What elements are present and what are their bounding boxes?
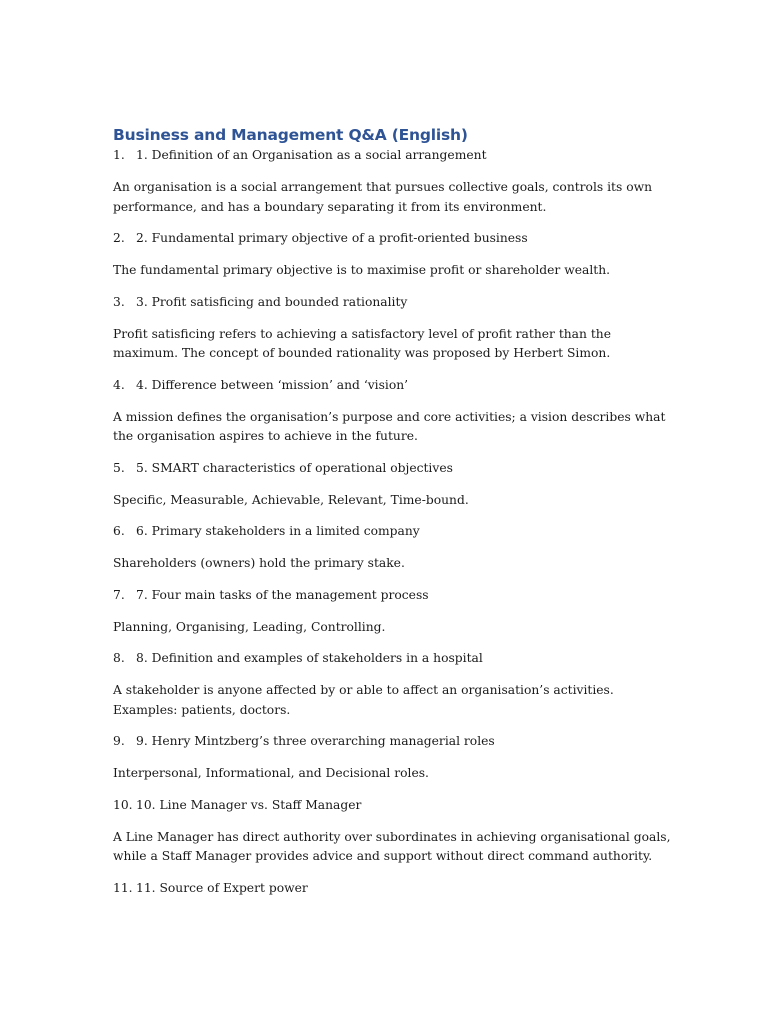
question-10: [113, 796, 673, 815]
answer-7: Planning, Organising, Leading, Controlling.: [113, 619, 386, 634]
question-text: 6. Primary stakeholders in a limited company: [136, 524, 420, 538]
qa-item-10: [113, 796, 673, 879]
answer-4: A mission defines the organisation’s purpose and core activities; a vision describes what the organisation aspires to achieve in the future.: [113, 409, 666, 443]
qa-item-11: [113, 879, 673, 898]
document-title: Business and Management Q&A (English): [113, 126, 468, 144]
qa-item-1: [113, 146, 673, 229]
question-number: 7.: [113, 587, 125, 602]
qa-item-5: [113, 459, 673, 523]
question-text: 9. Henry Mintzberg’s three overarching managerial roles: [136, 734, 495, 748]
qa-item-9: [113, 732, 673, 796]
question-text: 4. Difference between ‘mission’ and ‘vision’: [136, 377, 409, 392]
answer-9: Interpersonal, Informational, and Decisional roles.: [113, 766, 429, 780]
question-number: 5.: [113, 460, 125, 475]
question-7: [113, 586, 673, 605]
answer-3: Profit satisficing refers to achieving a satisfactory level of profit rather than the maximum. The concept of bounded rationality was proposed by Herbert Simon.: [113, 326, 611, 360]
question-number: 6.: [113, 524, 125, 538]
answer-8: A stakeholder is anyone affected by or able to affect an organisation’s activities. Examples: patients, doctors.: [113, 683, 614, 717]
question-number: 1.: [113, 148, 125, 162]
question-text: 3. Profit satisficing and bounded rationality: [136, 294, 408, 309]
question-number: 8.: [113, 651, 125, 665]
document-page: [113, 124, 673, 898]
qa-list: [113, 146, 673, 898]
qa-item-4: [113, 376, 673, 459]
question-6: [113, 522, 673, 541]
question-5: [113, 459, 673, 478]
question-8: [113, 649, 673, 668]
answer-10: A Line Manager has direct authority over subordinates in achieving organisational goals, while a Staff Manager provides advice and support without direct command authority.: [113, 829, 671, 863]
question-number: 11.: [113, 880, 133, 895]
question-number: 9.: [113, 734, 125, 748]
question-number: 3.: [113, 294, 125, 309]
question-text: 5. SMART characteristics of operational objectives: [136, 460, 453, 475]
answer-2: The fundamental primary objective is to maximise profit or shareholder wealth.: [113, 263, 611, 277]
answer-6: Shareholders (owners) hold the primary stake.: [113, 556, 405, 570]
question-number: 2.: [113, 231, 125, 245]
answer-1: An organisation is a social arrangement that pursues collective goals, controls its own performance, and has a boundary separating it from its environment.: [113, 180, 653, 214]
question-9: [113, 732, 673, 751]
qa-item-8: [113, 649, 673, 732]
question-11: [113, 879, 673, 898]
answer-5: Specific, Measurable, Achievable, Relevant, Time-bound.: [113, 492, 469, 507]
qa-item-2: [113, 229, 673, 293]
question-1: [113, 146, 673, 165]
question-text: 2. Fundamental primary objective of a profit-oriented business: [136, 231, 528, 245]
question-text: 7. Four main tasks of the management process: [136, 587, 429, 602]
question-text: 11. Source of Expert power: [136, 880, 308, 895]
qa-item-6: [113, 522, 673, 586]
qa-item-7: [113, 586, 673, 650]
question-text: 8. Definition and examples of stakeholders in a hospital: [136, 651, 483, 665]
question-text: 1. Definition of an Organisation as a social arrangement: [136, 148, 487, 162]
question-number: 4.: [113, 377, 125, 392]
question-3: [113, 293, 673, 312]
question-text: 10. Line Manager vs. Staff Manager: [136, 797, 362, 812]
question-2: [113, 229, 673, 248]
question-number: 10.: [113, 797, 133, 812]
qa-item-3: [113, 293, 673, 376]
question-4: [113, 376, 673, 395]
